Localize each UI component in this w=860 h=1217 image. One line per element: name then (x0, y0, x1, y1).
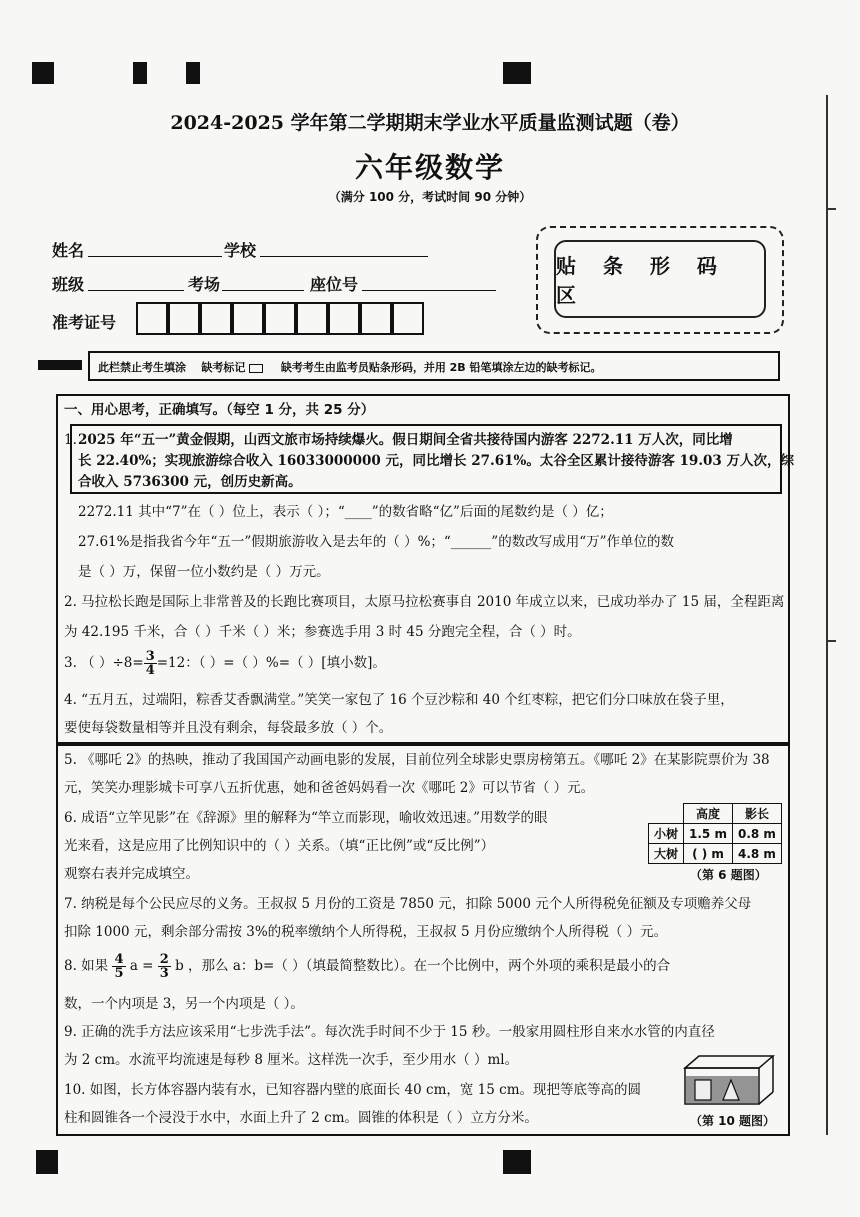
passage-line: 合收入 5736300 元，创历史新高。 (78, 474, 302, 490)
question-line: 数，一个内项是 3，另一个内项是（ ）。 (64, 996, 304, 1012)
q3-fraction (144, 650, 157, 677)
table-cell: 0.8 m (732, 824, 781, 844)
room-field[interactable] (222, 290, 304, 291)
question-line: 6. 成语“立竿见影”在《辞源》里的解释为“竿立而影现，喻收效迅速。”用数学的眼 (64, 810, 548, 826)
exam-title: 2024-2025 学年第二学期期末学业水平质量监测试题（卷） (170, 112, 690, 134)
question-line: 为 2 cm。水流平均流速是每秒 8 厘米。这样洗一次手，至少用水（ ）ml。 (64, 1052, 519, 1068)
barcode-area: 贴 条 形 码 区 (554, 240, 766, 318)
table-caption: （第 6 题图） (690, 868, 767, 882)
seat-field[interactable] (362, 290, 496, 291)
binding-tick (826, 640, 836, 642)
q8-middle: a = (129, 958, 154, 974)
q8-numerator: 4 (114, 952, 124, 967)
subject-title: 六年级数学 (354, 151, 505, 184)
table-cell: 4.8 m (732, 844, 781, 864)
seat-label: 座位号 (310, 275, 359, 294)
scan-mark (503, 1150, 531, 1174)
table-cell: 小树 (649, 824, 684, 844)
class-label: 班级 (52, 275, 85, 294)
id-digit-box[interactable] (168, 302, 200, 335)
name-label: 姓名 (52, 241, 85, 260)
question-line: 2. 马拉松长跑是国际上非常普及的长跑比赛项目，太原马拉松赛事自 2010 年成立以来，已成功举办了 15 届，全程距离 (64, 594, 785, 610)
q8-suffix: b ，那么 a：b=（ ）（填最简整数比）。在一个比例中，两个外项的乘积是最小的合 (175, 958, 671, 974)
question-line: 9. 正确的洗手方法应该采用“七步洗手法”。每次洗手时间不少于 15 秒。一般家用圆柱形自来水水管的内直径 (64, 1024, 715, 1040)
room-label: 考场 (188, 275, 221, 294)
question-line: 27.61%是指我省今年“五一”假期旅游收入是去年的（ ）%；“______”的数改写成用“万”作单位的数 (78, 534, 675, 550)
scan-mark (32, 62, 54, 84)
question-line: 7. 纳税是每个公民应尽的义务。王叔叔 5 月份的工资是 7850 元，扣除 5000 元个人所得税免征额及专项赡养父母 (64, 896, 752, 912)
notice-text: 此栏禁止考生填涂 (98, 361, 186, 374)
question-line: 5. 《哪吒 2》的热映，推动了我国国产动画电影的发展，目前位列全球影史票房榜第五。《哪吒 2》在某影院票价为 38 (64, 752, 770, 768)
question-line: 2272.11 其中“7”在（ ）位上，表示（ ）；“____”的数省略“亿”后面的尾数约是（ ）亿； (78, 504, 613, 520)
table-row (649, 824, 782, 844)
passage-line: 长 22.40%；实现旅游综合收入 16033000000 元，同比增长 27.61%。太谷全区累计接待游客 19.03 万人次，综 (78, 453, 794, 469)
shadow-table (648, 803, 782, 864)
q8-prefix: 8. 如果 (64, 958, 109, 974)
table-row (649, 844, 782, 864)
question-line: 柱和圆锥各一个浸没于水中，水面上升了 2 cm。圆锥的体积是（ ）立方分米。 (64, 1110, 538, 1126)
q3-suffix: =12：（ ）=（ ）%=（ ）[填小数]。 (156, 655, 386, 671)
question-line: 要使每袋数量相等并且没有剩余，每袋最多放（ ）个。 (64, 720, 393, 736)
id-digit-box[interactable] (360, 302, 392, 335)
question-line: 4. “五月五，过端阳，粽香艾香飘满堂。”笑笑一家包了 16 个豆沙粽和 40 个红枣粽，把它们分口味放在袋子里， (64, 692, 734, 708)
table-cell (649, 804, 684, 824)
table-cell: 影长 (732, 804, 781, 824)
absence-mark-bar (38, 360, 82, 370)
id-digit-box[interactable] (200, 302, 232, 335)
notice-instructions: 缺考考生由监考员贴条形码，并用 2B 铅笔填涂左边的缺考标记。 (280, 361, 602, 374)
scan-mark (36, 1150, 58, 1174)
q3-prefix: 3. （ ）÷8= (64, 655, 144, 671)
id-label: 准考证号 (52, 313, 117, 332)
school-label: 学校 (224, 241, 257, 260)
binding-tick (826, 208, 836, 210)
id-digit-box[interactable] (328, 302, 360, 335)
question-line: 是（ ）万，保留一位小数约是（ ）万元。 (78, 564, 330, 580)
id-digit-box[interactable] (264, 302, 296, 335)
table-header-row (649, 804, 782, 824)
id-digit-box[interactable] (392, 302, 424, 335)
school-field[interactable] (260, 256, 428, 257)
q3-denominator: 4 (145, 663, 155, 678)
question-line: 光来看，这是应用了比例知识中的（ ）关系。（填“正比例”或“反比例”） (64, 838, 495, 854)
question-line: 10. 如图，长方体容器内装有水，已知容器内壁的底面长 40 cm，宽 15 cm。现把等底等高的圆 (64, 1082, 642, 1098)
name-field[interactable] (88, 256, 222, 257)
question-3 (64, 648, 386, 678)
question-line: 扣除 1000 元，剩余部分需按 3%的税率缴纳个人所得税，王叔叔 5 月份应缴纳个人所得税（ ）元。 (64, 924, 668, 940)
section-heading: 一、用心思考，正确填写。（每空 1 分，共 25 分） (64, 402, 375, 418)
table-cell: 大树 (649, 844, 684, 864)
question-8 (64, 950, 670, 982)
class-field[interactable] (88, 290, 184, 291)
table-cell: 高度 (684, 804, 733, 824)
absence-checkbox[interactable] (249, 364, 263, 373)
id-digit-box[interactable] (136, 302, 168, 335)
passage-line: 2025 年“五一”黄金假期，山西文旅市场持续爆火。假日期间全省共接待国内游客 2272.11 万人次，同比增 (78, 432, 733, 448)
id-digit-box[interactable] (296, 302, 328, 335)
q8-denominator: 3 (159, 966, 169, 981)
question-line: 观察右表并完成填空。 (64, 866, 199, 882)
q8-denominator: 5 (114, 966, 124, 981)
figure-caption: （第 10 题图） (690, 1114, 776, 1128)
absence-mark-label: 缺考标记 (201, 361, 246, 374)
question-number: 1. (64, 432, 77, 448)
scan-mark (503, 62, 531, 84)
binding-line (826, 95, 828, 1135)
scan-mark (186, 62, 200, 84)
scan-mark (133, 62, 147, 84)
question-line: 为 42.195 千米，合（ ）千米（ ）米；参赛选手用 3 时 45 分跑完全程，合（ ）时。 (64, 624, 581, 640)
table-cell[interactable]: ( ) m (684, 844, 733, 864)
table-cell: 1.5 m (684, 824, 733, 844)
exam-subtitle: （满分 100 分，考试时间 90 分钟） (328, 190, 532, 204)
q8-fraction-b (158, 953, 171, 980)
id-digit-box[interactable] (232, 302, 264, 335)
q8-numerator: 2 (159, 952, 169, 967)
notice-bar (88, 351, 780, 381)
q8-fraction-a (112, 953, 125, 980)
q3-numerator: 3 (145, 649, 155, 664)
container-figure (681, 1050, 775, 1106)
question-line: 元，笑笑办理影城卡可享八五折优惠，她和爸爸妈妈看一次《哪吒 2》可以节省（ ）元。 (64, 780, 595, 796)
